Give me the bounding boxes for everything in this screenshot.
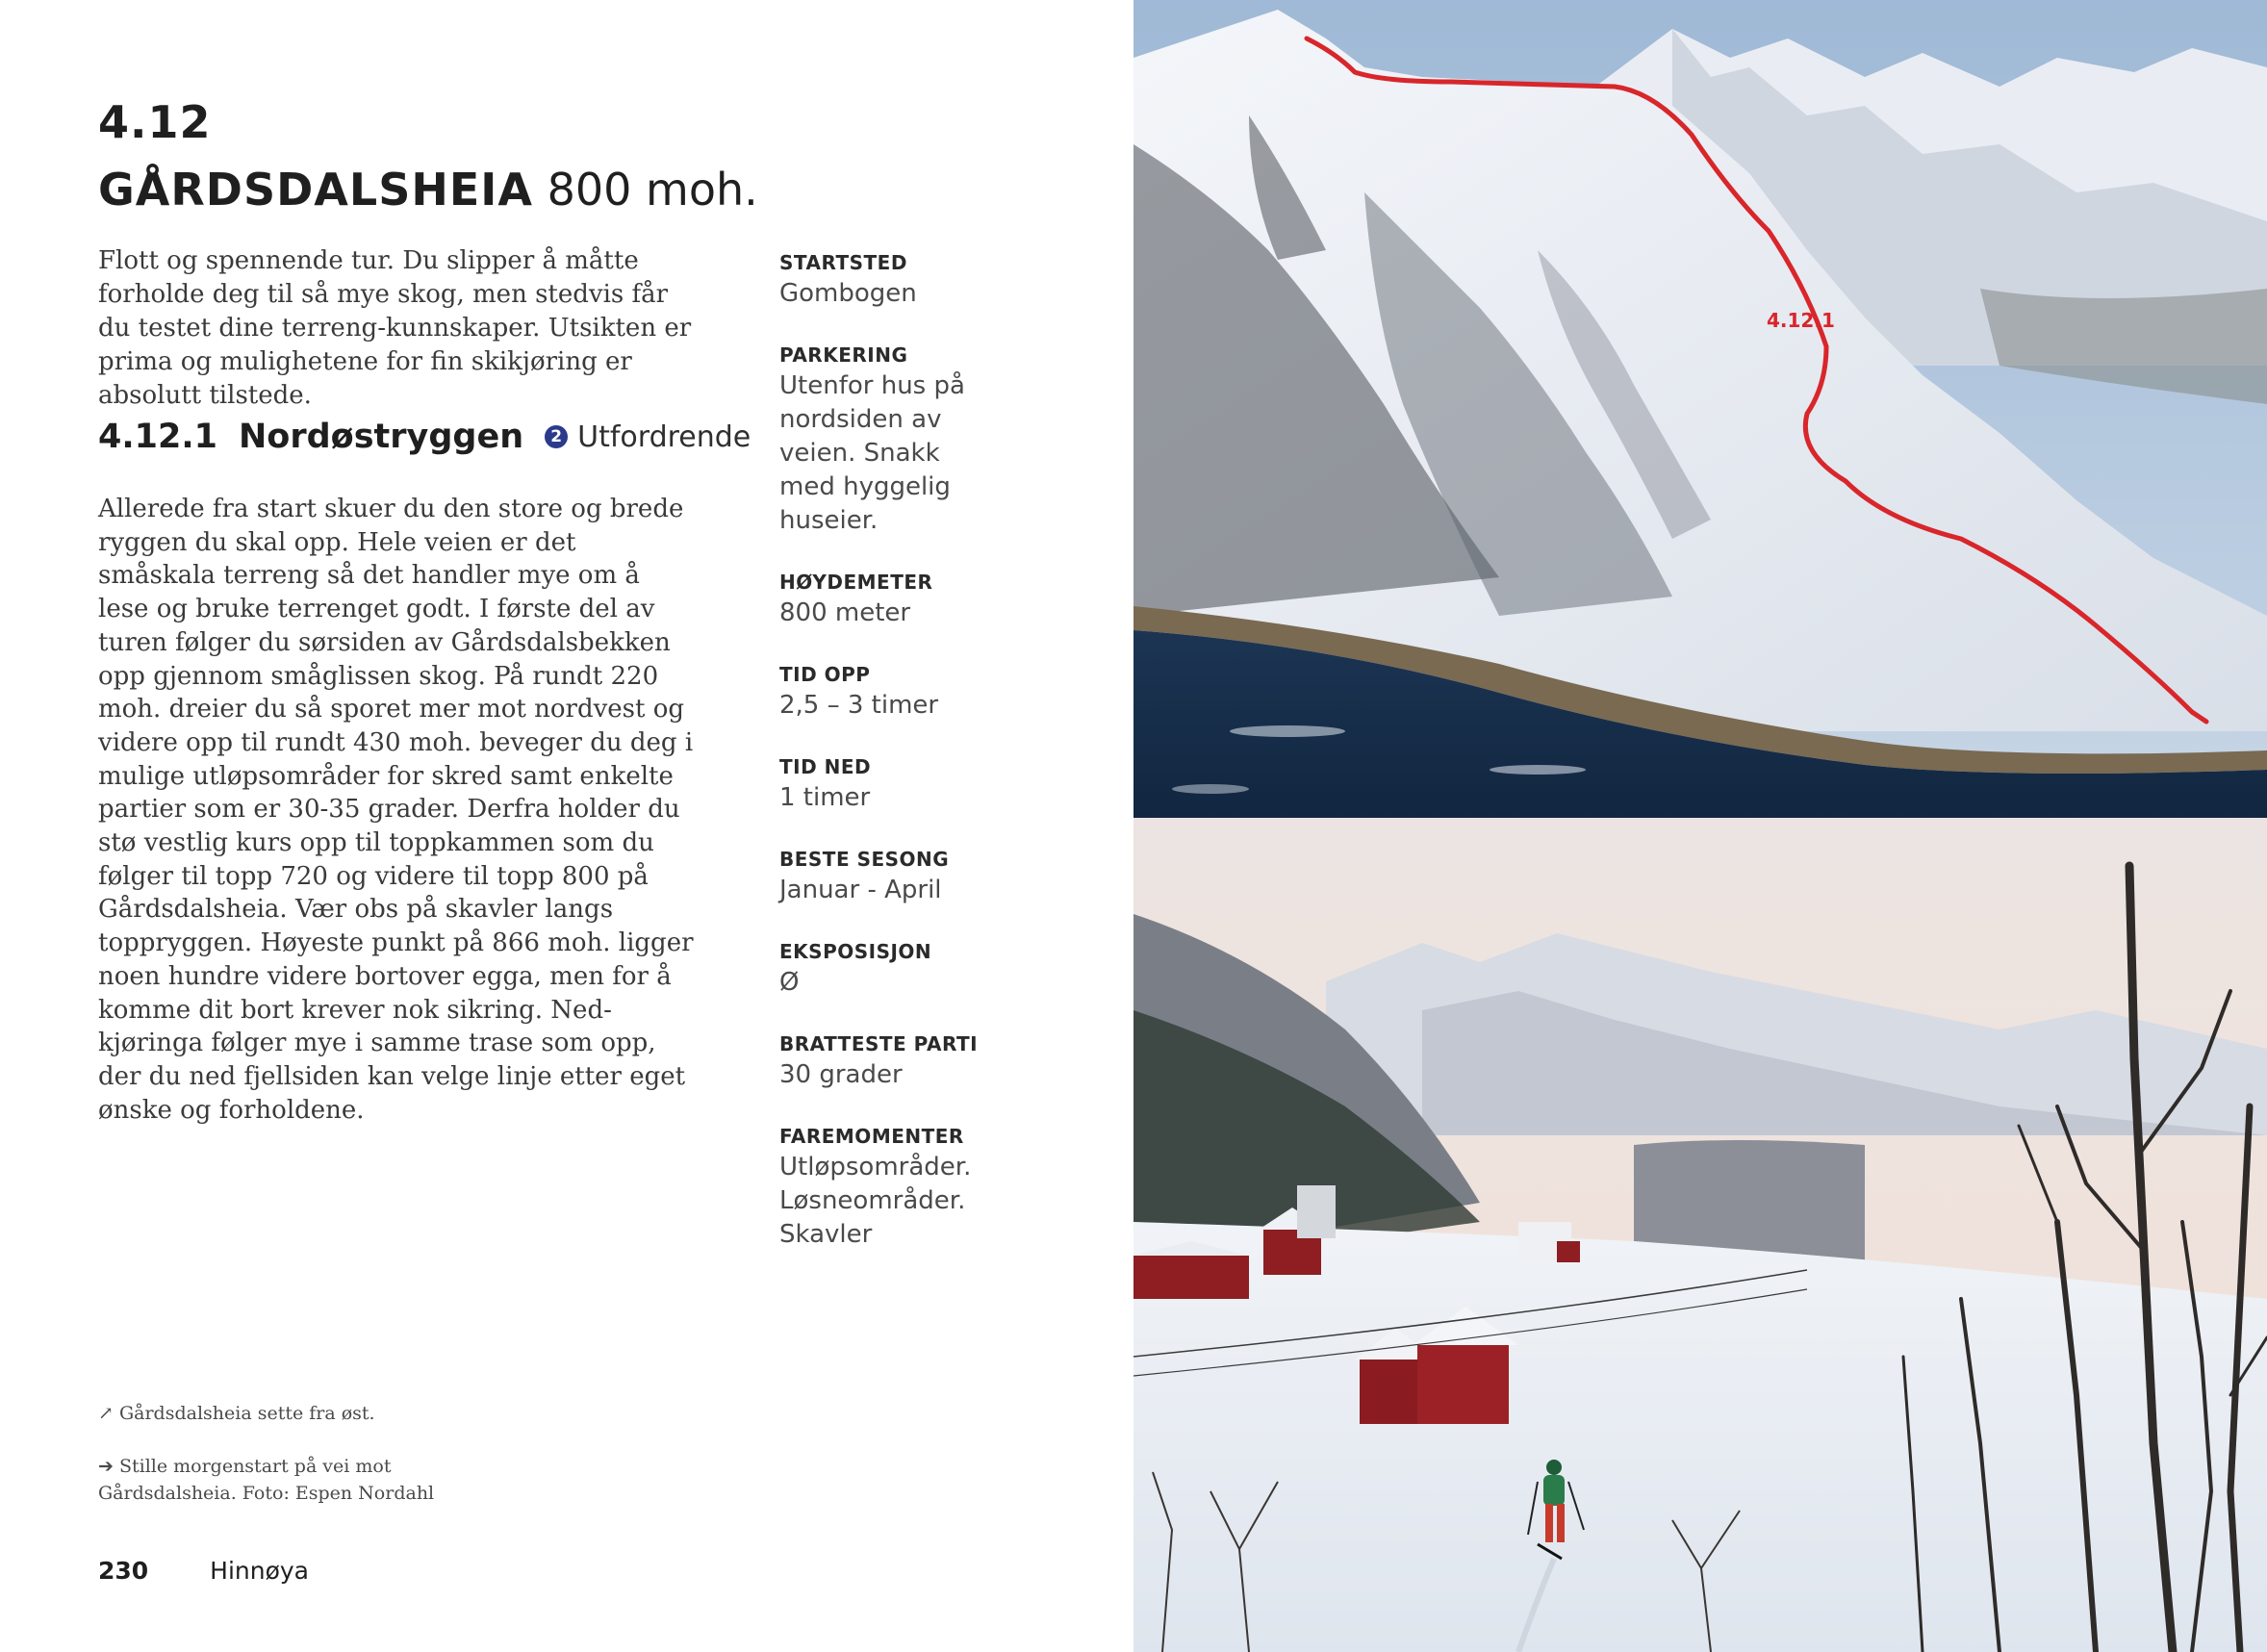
mountain-photo-illustration	[1134, 0, 2267, 818]
region-name: Hinnøya	[210, 1557, 309, 1585]
fact-label: BRATTESTE PARTI	[779, 1032, 979, 1055]
route-grade: Utfordrende	[577, 419, 751, 454]
route-number: 4.12.1	[98, 418, 218, 456]
fact-hoydemeter	[779, 568, 1068, 630]
section-number: 4.12	[98, 96, 212, 148]
facts-column	[779, 248, 1068, 1282]
mountain-name: GÅRDSDALSHEIA	[98, 164, 533, 216]
fact-value: 2,5 – 3 timer	[779, 691, 939, 720]
fact-label: BESTE SESONG	[779, 848, 950, 871]
fact-label: FAREMOMENTER	[779, 1125, 964, 1148]
fact-parkering	[779, 341, 1068, 538]
fact-tid-ned	[779, 752, 1068, 815]
fact-value: 800 meter	[779, 598, 911, 627]
section-title	[98, 164, 758, 216]
fact-faremomenter	[779, 1122, 1068, 1252]
page-footer	[98, 1557, 309, 1585]
skier-photo-illustration	[1134, 818, 2267, 1652]
fact-value: 1 timer	[779, 783, 871, 812]
red-barn-left	[1134, 1256, 1249, 1299]
fact-value: Utenfor hus på nordsiden av veien. Snakk med hyggelig huseier.	[779, 371, 965, 535]
photo-caption-top: ↗ Gårdsdalsheia sette fra øst.	[98, 1403, 375, 1424]
grade-badge: 2	[545, 425, 568, 448]
page-number: 230	[98, 1557, 149, 1585]
fact-label: STARTSTED	[779, 251, 907, 274]
photo-caption-bottom: ➔ Stille morgenstart på vei mot Gårdsdalsheia. Foto: Espen Nordahl	[98, 1456, 435, 1504]
fact-value: Utløpsområder. Løsneområder. Skavler	[779, 1153, 972, 1249]
route-name: Nordøstryggen	[239, 418, 524, 456]
fact-startsted	[779, 248, 1068, 311]
route-heading	[98, 418, 751, 456]
fact-value: Januar - April	[779, 876, 942, 904]
fact-value: Ø	[779, 968, 800, 997]
mountain-height: 800 moh.	[547, 164, 758, 216]
mountain-photo	[1134, 0, 2267, 818]
route-description: Allerede fra start skuer du den store og brede ryggen du skal opp. Hele veien er det småskala terreng så det handler mye om å lese og bruke terrenget godt. I første del av turen følger du sørsiden av Gårdsdalsbekken opp gjennom småglissen skog. På rundt 220 moh. dreier du så sporet mer mot nordvest og videre opp til rundt 430 moh. beveger du deg i mulige utløpsområder for skred samt enkelte partier som er 30-35 grader. Derfra holder du stø vestlig kurs opp til toppkammen som du følger til topp 720 og videre til topp 800 på Gårdsdalsheia. Vær obs på skavler langs toppryggen. Høyeste punkt på 866 moh. ligger noen hundre videre bortover egga, men for å komme dit bort krever nok sikring. Ned-kjøringa følger mye i samme trase som opp, der du ned fjellsiden kan velge linje etter eget ønske og forholdene.	[98, 495, 694, 1125]
ice-floe	[1490, 765, 1586, 775]
white-house	[1297, 1185, 1336, 1238]
skier-photo	[1134, 818, 2267, 1652]
red-barn	[1417, 1342, 1509, 1424]
ice-floe	[1172, 784, 1249, 794]
fact-beste-sesong	[779, 845, 1068, 907]
fact-tid-opp	[779, 660, 1068, 723]
fact-label: PARKERING	[779, 343, 908, 367]
fact-bratteste-parti	[779, 1029, 1068, 1092]
ice-floe	[1230, 725, 1345, 737]
fact-label: TID NED	[779, 755, 872, 778]
fact-label: HØYDEMETER	[779, 571, 933, 594]
fact-value: 30 grader	[779, 1060, 903, 1089]
fact-label: EKSPOSISJON	[779, 940, 932, 963]
fact-label: TID OPP	[779, 663, 871, 686]
route-label: 4.12.1	[1767, 309, 1835, 332]
small-red-shed	[1557, 1241, 1580, 1262]
fact-eksposisjon	[779, 937, 1068, 1000]
fact-value: Gombogen	[779, 279, 917, 308]
intro-paragraph: Flott og spennende tur. Du slipper å måtte forholde deg til så mye skog, men stedvis får du testet dine terreng-kunnskaper. Utsikten er prima og mulighetene for fin skikjøring er absolutt tilstede.	[98, 246, 692, 410]
